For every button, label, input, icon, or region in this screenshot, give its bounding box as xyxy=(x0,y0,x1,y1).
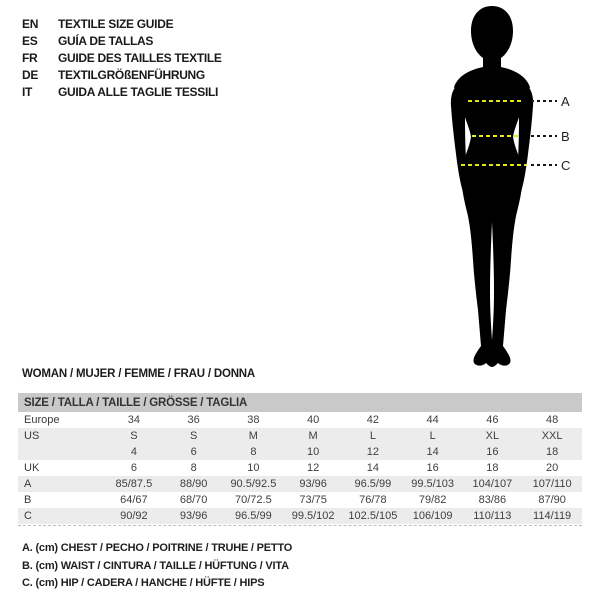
size-cell: 4 xyxy=(130,446,137,458)
table-row xyxy=(18,508,582,524)
size-cell: 93/96 xyxy=(179,510,208,522)
chest-dash-line xyxy=(468,100,523,102)
size-cell: L xyxy=(369,430,376,442)
section-title-woman: WOMAN / MUJER / FEMME / FRAU / DONNA xyxy=(22,368,256,380)
size-cell: 99.5/103 xyxy=(411,478,455,490)
size-cell: 6 xyxy=(130,462,137,474)
size-cell: 40 xyxy=(307,414,320,426)
size-cell: 38 xyxy=(247,414,260,426)
size-cell: 44 xyxy=(426,414,439,426)
size-cell: M xyxy=(308,430,318,442)
table-row xyxy=(18,492,582,508)
size-cell: 14 xyxy=(426,446,439,458)
size-cell: 96.5/99 xyxy=(354,478,392,490)
waist-pointer-line xyxy=(531,135,557,137)
table-row xyxy=(18,412,582,428)
size-table xyxy=(18,393,582,526)
size-cell: 16 xyxy=(426,462,439,474)
language-title: TEXTILGRÖßENFÜHRUNG xyxy=(58,68,205,82)
size-cell: XL xyxy=(485,430,500,442)
language-row-de xyxy=(22,67,222,84)
size-cell: XXL xyxy=(541,430,563,442)
size-cell: 83/86 xyxy=(478,494,507,506)
size-cell: 10 xyxy=(247,462,260,474)
row-label: US xyxy=(24,430,40,442)
marker-label-b: B xyxy=(561,129,570,144)
size-cell: 76/78 xyxy=(359,494,387,506)
size-cell: 90/92 xyxy=(120,510,148,522)
table-row xyxy=(18,444,582,460)
size-cell: 48 xyxy=(546,414,559,426)
language-code: IT xyxy=(22,85,33,99)
language-row-es xyxy=(22,33,222,50)
size-cell: 46 xyxy=(486,414,499,426)
language-row-en xyxy=(22,16,222,33)
size-cell: 36 xyxy=(187,414,200,426)
size-cell: M xyxy=(248,430,258,442)
size-cell: 8 xyxy=(190,462,197,474)
size-cell: 90.5/92.5 xyxy=(230,478,277,490)
size-cell: 96.5/99 xyxy=(235,510,272,522)
language-code: EN xyxy=(22,17,39,31)
size-cell: 87/90 xyxy=(538,494,566,506)
size-cell: 110/113 xyxy=(473,510,512,522)
size-cell: 14 xyxy=(366,462,379,474)
row-label: Europe xyxy=(24,414,60,426)
size-cell: 114/119 xyxy=(533,510,572,522)
size-cell: 85/87.5 xyxy=(115,478,153,490)
row-label: B xyxy=(24,494,32,506)
size-cell: 20 xyxy=(546,462,559,474)
size-cell: 12 xyxy=(307,462,320,474)
size-cell: 99.5/102 xyxy=(291,510,335,522)
table-row xyxy=(18,476,582,492)
language-row-it xyxy=(22,84,222,101)
language-code: ES xyxy=(22,34,38,48)
size-cell: 107/110 xyxy=(532,478,572,490)
size-cell: 18 xyxy=(546,446,559,458)
language-code: FR xyxy=(22,51,38,65)
hip-pointer-line xyxy=(531,164,557,166)
language-title-list xyxy=(22,16,222,101)
size-cell: 104/107 xyxy=(472,478,513,490)
language-title: GUIDE DES TAILLES TEXTILE xyxy=(58,51,222,65)
size-cell: 73/75 xyxy=(299,494,327,506)
size-cell: L xyxy=(429,430,436,442)
row-label: A xyxy=(24,478,32,490)
size-cell: 102.5/105 xyxy=(348,510,398,522)
size-cell: 68/70 xyxy=(179,494,208,506)
size-cell: 10 xyxy=(307,446,320,458)
waist-dash-line xyxy=(472,135,519,137)
size-cell: 64/67 xyxy=(120,494,148,506)
table-row xyxy=(18,460,582,476)
marker-label-a: A xyxy=(561,94,570,109)
language-title: TEXTILE SIZE GUIDE xyxy=(58,17,174,31)
row-label: UK xyxy=(24,462,40,474)
size-cell: 42 xyxy=(366,414,379,426)
size-cell: 12 xyxy=(366,446,379,458)
row-label xyxy=(18,444,104,460)
size-cell: 70/72.5 xyxy=(235,494,272,506)
table-row xyxy=(18,428,582,444)
size-table-header: SIZE / TALLA / TAILLE / GRÖSSE / TAGLIA xyxy=(18,393,582,412)
language-code: DE xyxy=(22,68,39,82)
size-cell: S xyxy=(130,430,138,442)
size-cell: 16 xyxy=(486,446,499,458)
language-row-fr xyxy=(22,50,222,67)
size-table-grid xyxy=(18,412,582,524)
legend-line: C. (cm) HIP / CADERA / HANCHE / HÜFTE / HIPS xyxy=(22,577,265,589)
size-cell: S xyxy=(189,430,198,442)
table-bottom-border xyxy=(18,525,582,526)
size-cell: 6 xyxy=(190,446,197,458)
woman-silhouette xyxy=(412,4,572,370)
size-cell: 79/82 xyxy=(418,494,447,506)
legend-line: A. (cm) CHEST / PECHO / POITRINE / TRUHE / PETTO xyxy=(22,542,293,554)
size-cell: 106/109 xyxy=(412,510,453,522)
hip-dash-line xyxy=(461,164,527,166)
language-title: GUIDA ALLE TAGLIE TESSILI xyxy=(58,85,219,99)
chest-pointer-line xyxy=(531,100,557,102)
legend-line: B. (cm) WAIST / CINTURA / TAILLE / HÜFTUNG / VITA xyxy=(22,559,289,572)
marker-label-c: C xyxy=(561,158,571,173)
language-title: GUÍA DE TALLAS xyxy=(58,34,154,48)
measurement-legend xyxy=(22,540,292,593)
size-cell: 34 xyxy=(127,414,140,426)
row-label: C xyxy=(24,510,32,522)
size-cell: 8 xyxy=(250,446,257,458)
size-cell: 18 xyxy=(486,462,499,474)
size-cell: 93/96 xyxy=(299,478,327,490)
size-cell: 88/90 xyxy=(179,478,208,490)
